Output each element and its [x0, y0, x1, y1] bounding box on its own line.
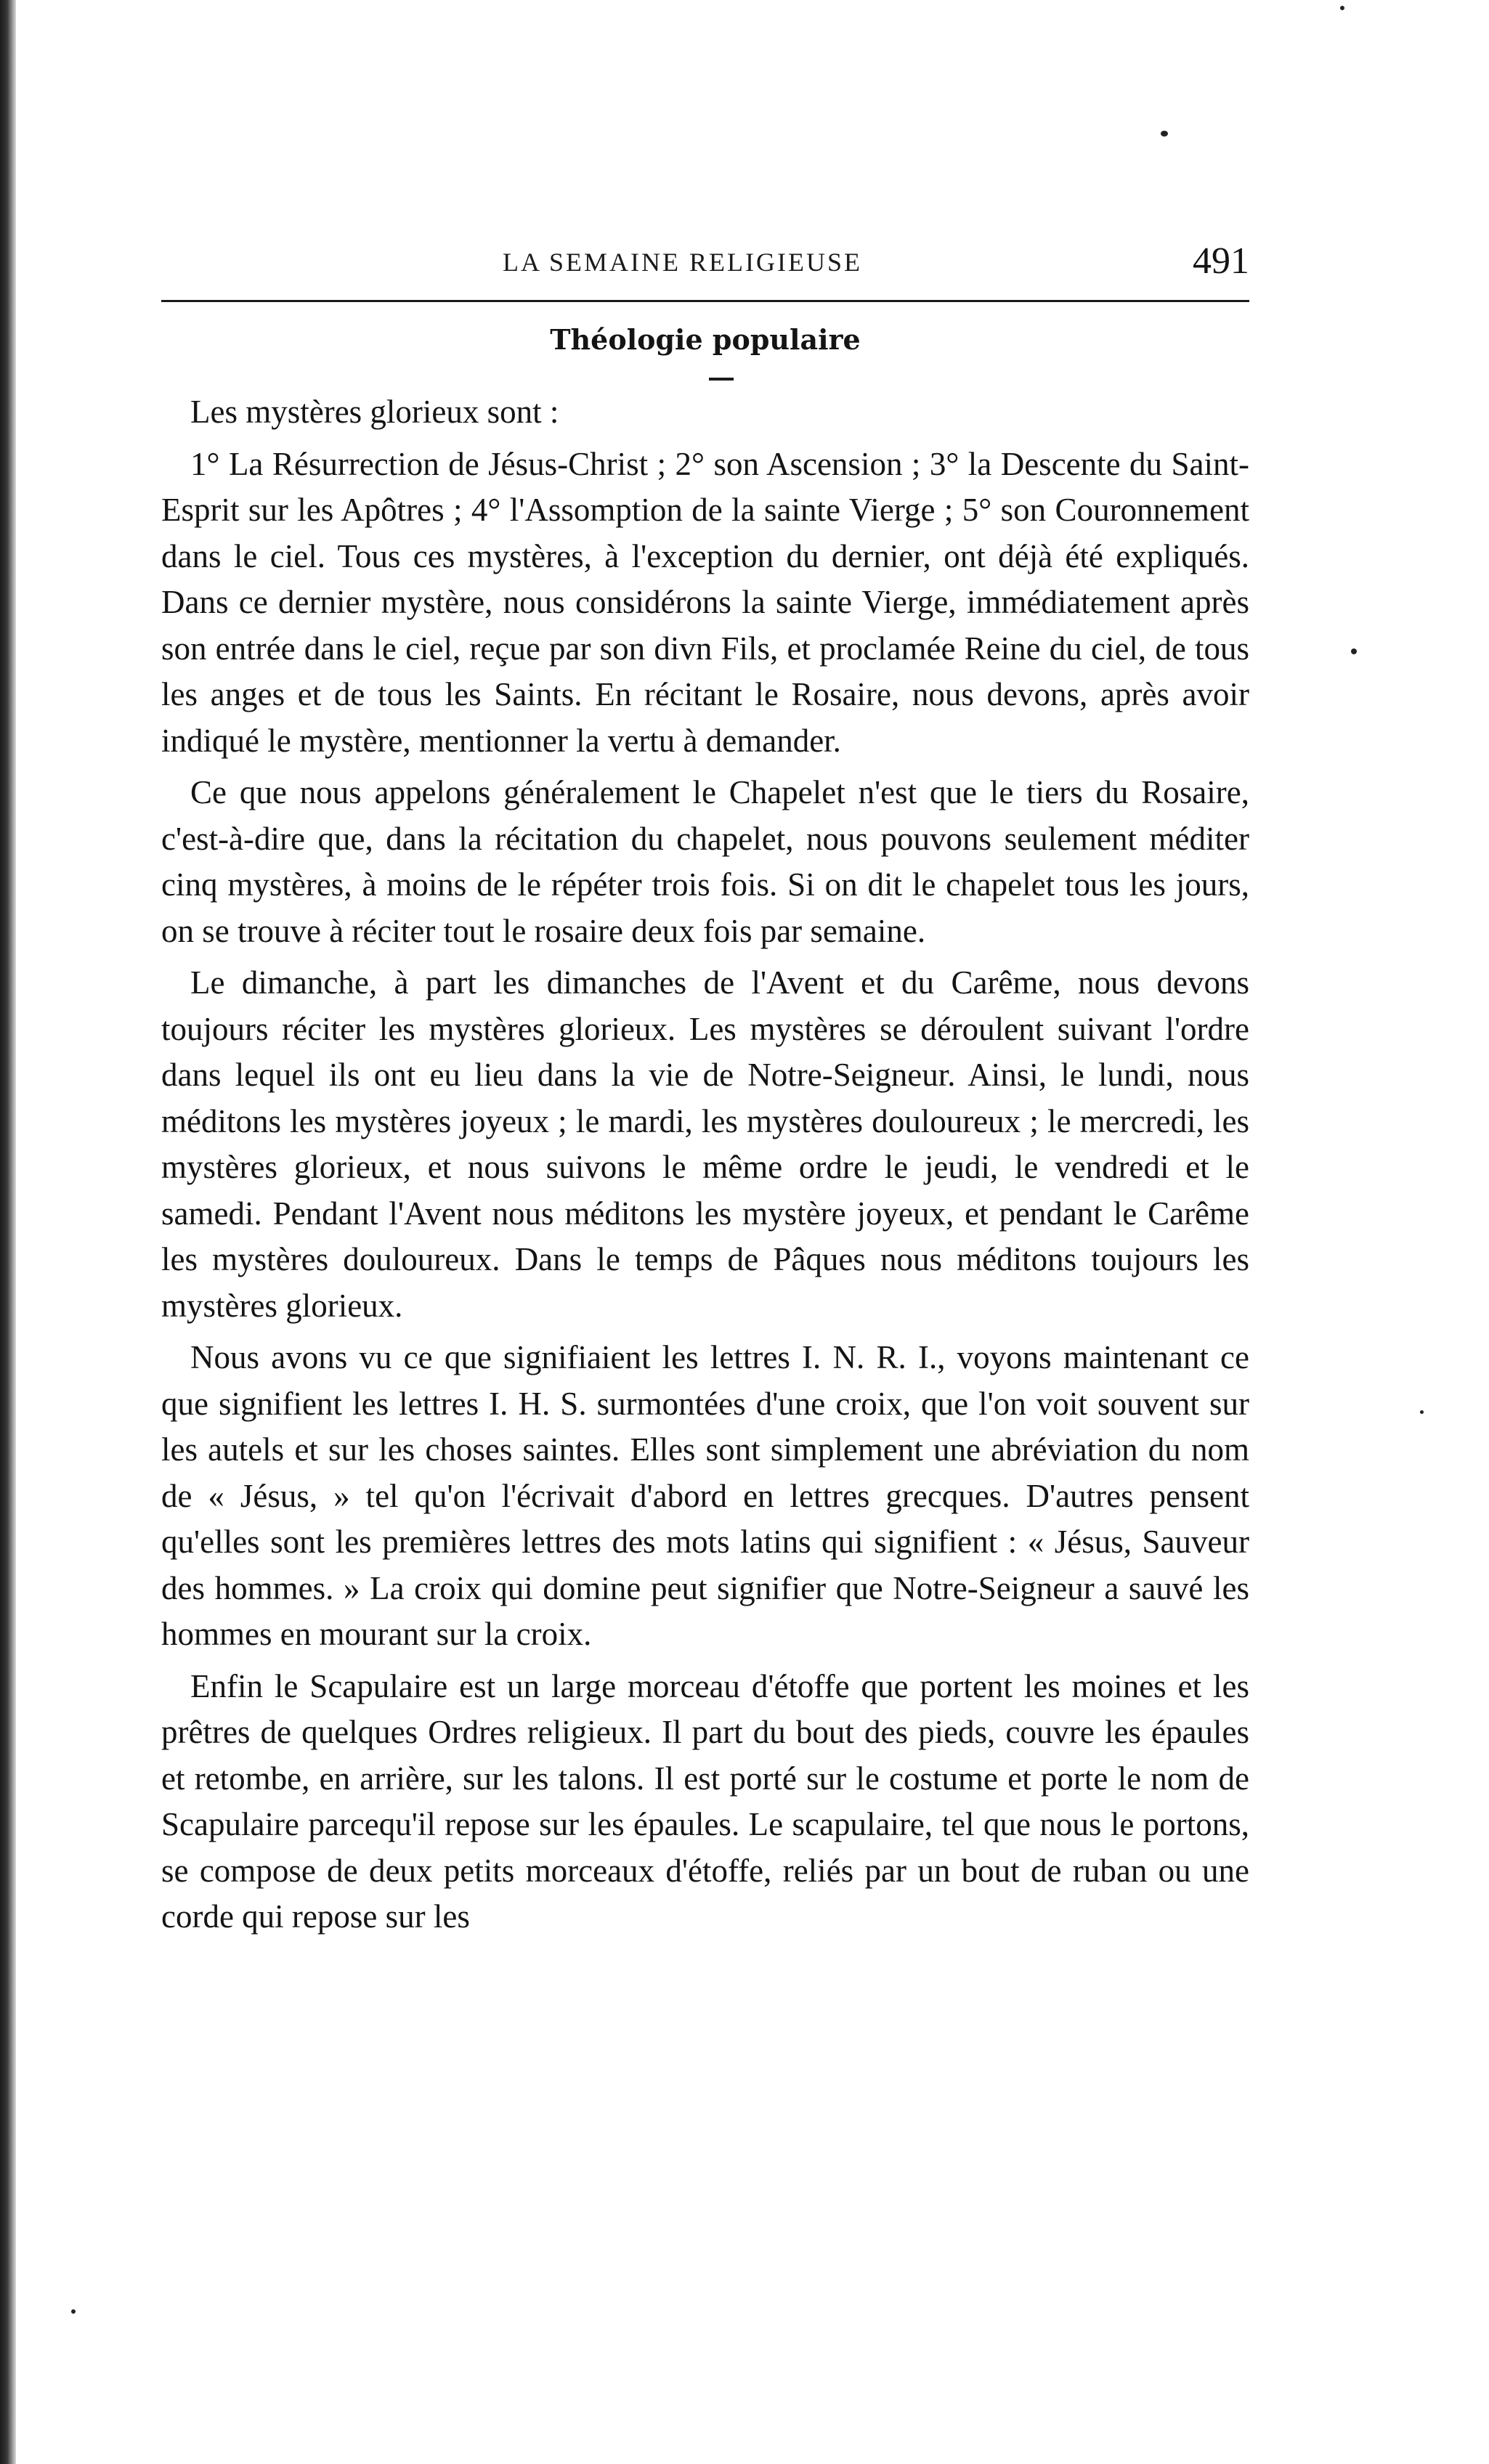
print-speck [1351, 648, 1357, 654]
print-speck [1340, 6, 1344, 10]
paragraph: Ce que nous appelons généralement le Chapelet n'est que le tiers du Rosaire, c'est-à-dire que, dans la récitation du chapelet, nous pouvons seulement méditer cinq mystères, à moins de le répéter trois fois. Si on dit le chapelet tous les jours, on se trouve à réciter tout le rosaire deux fois par semaine. [161, 774, 1249, 949]
print-speck [1420, 1410, 1424, 1414]
section-title-dash [709, 378, 734, 381]
paragraph: Les mystères glorieux sont : [190, 394, 559, 430]
paragraph: Nous avons vu ce que signifiaient les lettres I. N. R. I., voyons maintenant ce que signifient les lettres I. H. S. surmontées d'une croix, que l'on voit souvent sur les autels et sur les choses saintes. Elles sont simplement une abréviation du nom de « Jésus, » tel qu'on l'écrivait d'abord en lettres grecques. D'autres pensent qu'elles sont les premières lettres des mots latins qui signifient : « Jésus, Sauveur des hommes. » La croix qui domine peut signifier que Notre-Seigneur a sauvé les hommes en mourant sur la croix. [161, 1339, 1249, 1652]
print-speck [71, 2309, 76, 2314]
paragraph: 1° La Résurrection de Jésus-Christ ; 2° son Ascension ; 3° la Descente du Saint-Esprit sur les Apôtres ; 4° l'Assomption de la sainte Vierge ; 5° son Couronnement dans le ciel. Tous ces mystères, à l'exception du dernier, ont déjà été expliqués. Dans ce dernier mystère, nous considérons la sainte Vierge, immédiatement après son entrée dans le ciel, reçue par son divn Fils, et proclamée Reine du ciel, de tous les anges et de tous les Saints. En récitant le Rosaire, nous devons, après avoir indiqué le mystère, mentionner la vertu à demander. [161, 445, 1249, 759]
running-title: LA SEMAINE RELIGIEUSE [503, 248, 862, 277]
header-rule [161, 300, 1249, 302]
body-text [161, 389, 1249, 1946]
print-speck [1161, 131, 1168, 137]
paragraph: Enfin le Scapulaire est un large morceau d'étoffe que portent les moines et les prêtres de quelques Ordres religieux. Il part du bout des pieds, couvre les épaules et retombe, en arrière, sur les talons. Il est porté sur le costume et porte le nom de Scapulaire parcequ'il repose sur les épaules. Le scapulaire, tel que nous le portons, se compose de deux petits morceaux d'étoffe, reliés par un bout de ruban ou une corde qui repose sur les [161, 1667, 1249, 1935]
running-head [161, 240, 1249, 290]
section-title: Théologie populaire [550, 323, 861, 356]
paragraph: Le dimanche, à part les dimanches de l'Avent et du Carême, nous devons toujours réciter les mystères glorieux. Les mystères se déroulent suivant l'ordre dans lequel ils ont eu lieu dans la vie de Notre-Seigneur. Ainsi, le lundi, nous méditons les mystères joyeux ; le mardi, les mystères douloureux ; le mercredi, les mystères glorieux, et nous suivons le même ordre le jeudi, le vendredi et le samedi. Pendant l'Avent nous méditons les mystère joyeux, et pendant le Carême les mystères douloureux. Dans le temps de Pâques nous méditons toujours les mystères glorieux. [161, 964, 1249, 1324]
page-number: 491 [1193, 240, 1249, 282]
